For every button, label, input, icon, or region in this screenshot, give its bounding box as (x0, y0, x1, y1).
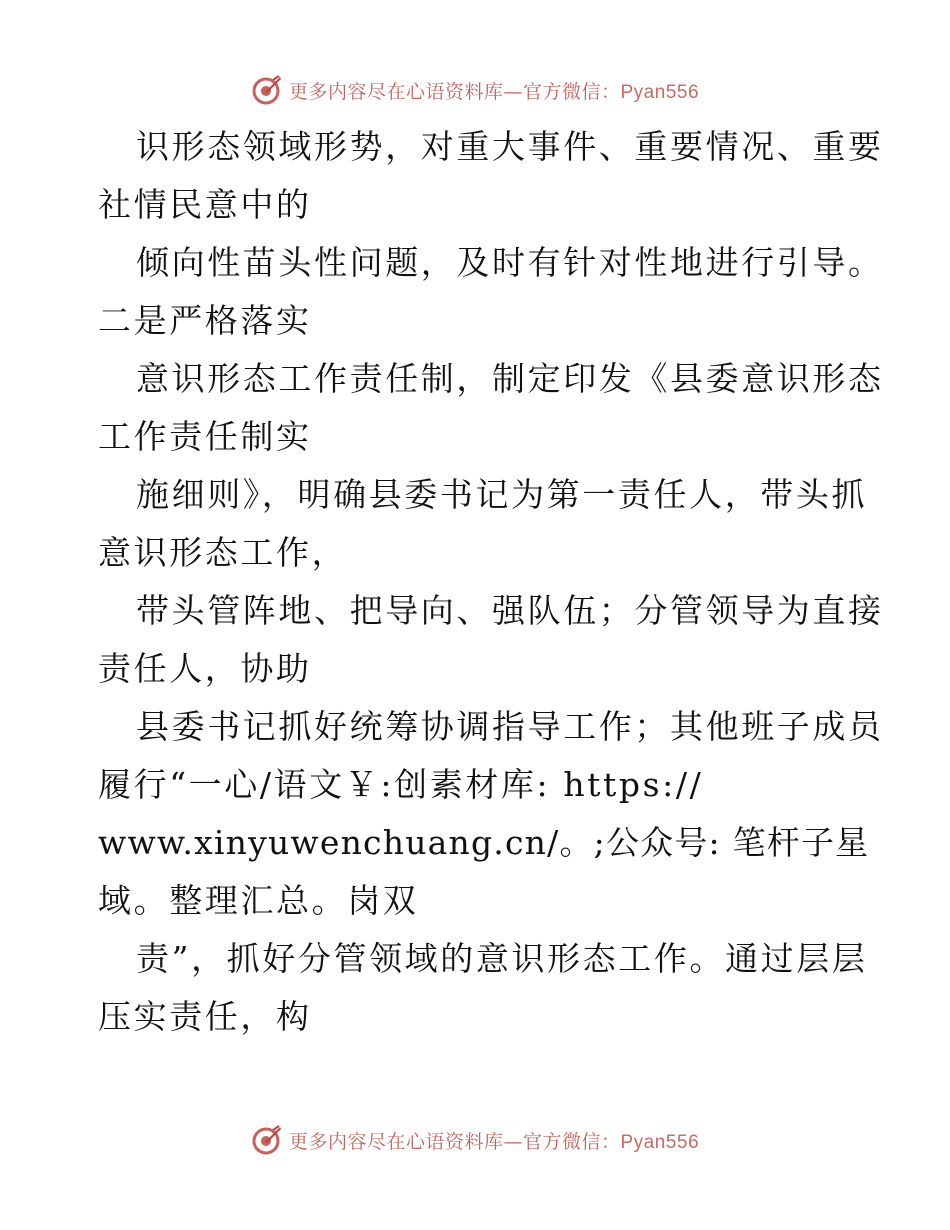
watermark-dash: — (503, 1130, 523, 1153)
text-line: 压实责任，构 (98, 997, 312, 1036)
text-line: 责任人，协助 (98, 649, 312, 688)
text-line: 倾向性苗头性问题，及时有针对性地进行引导。 (136, 243, 884, 282)
watermark-wechat-id: Pyan556 (620, 1131, 700, 1153)
text-line: 域。整理汇总。岗双 (98, 881, 419, 920)
text-line: 履行“一心/语文￥:创素材库: https:// (98, 765, 704, 804)
text-line: 带头管阵地、把导向、强队伍；分管领导为直接 (136, 591, 884, 630)
text-line: www.xinyuwenchuang.cn/。;公众号: 笔杆子星 (98, 823, 870, 862)
document-body (98, 118, 884, 1046)
quill-logo-icon (251, 1124, 283, 1156)
watermark-dash: — (503, 80, 523, 103)
watermark-label: 官方微信： (522, 80, 621, 103)
watermark-wechat-id: Pyan556 (620, 81, 700, 103)
watermark-label: 官方微信： (522, 1130, 621, 1153)
watermark-text (289, 77, 699, 104)
text-line: 二是严格落实 (98, 301, 312, 340)
text-line: 责”，抓好分管领域的意识形态工作。通过层层 (136, 939, 868, 978)
text-line: 县委书记抓好统筹协调指导工作；其他班子成员 (136, 707, 884, 746)
text-line: 社情民意中的 (98, 185, 312, 224)
text-line: 意识形态工作， (98, 533, 348, 572)
watermark-brand: 更多内容尽在心语资料库 (288, 80, 504, 103)
text-line: 识形态领域形势，对重大事件、重要情况、重要 (136, 127, 884, 166)
footer-watermark (0, 1122, 950, 1158)
watermark-brand: 更多内容尽在心语资料库 (288, 1130, 504, 1153)
text-line: 意识形态工作责任制，制定印发《县委意识形态 (136, 359, 884, 398)
watermark-text (289, 1127, 699, 1154)
header-watermark (0, 72, 950, 108)
text-line: 施细则》，明确县委书记为第一责任人，带头抓 (136, 475, 868, 514)
text-line: 工作责任制实 (98, 417, 312, 456)
quill-logo-icon (251, 74, 283, 106)
